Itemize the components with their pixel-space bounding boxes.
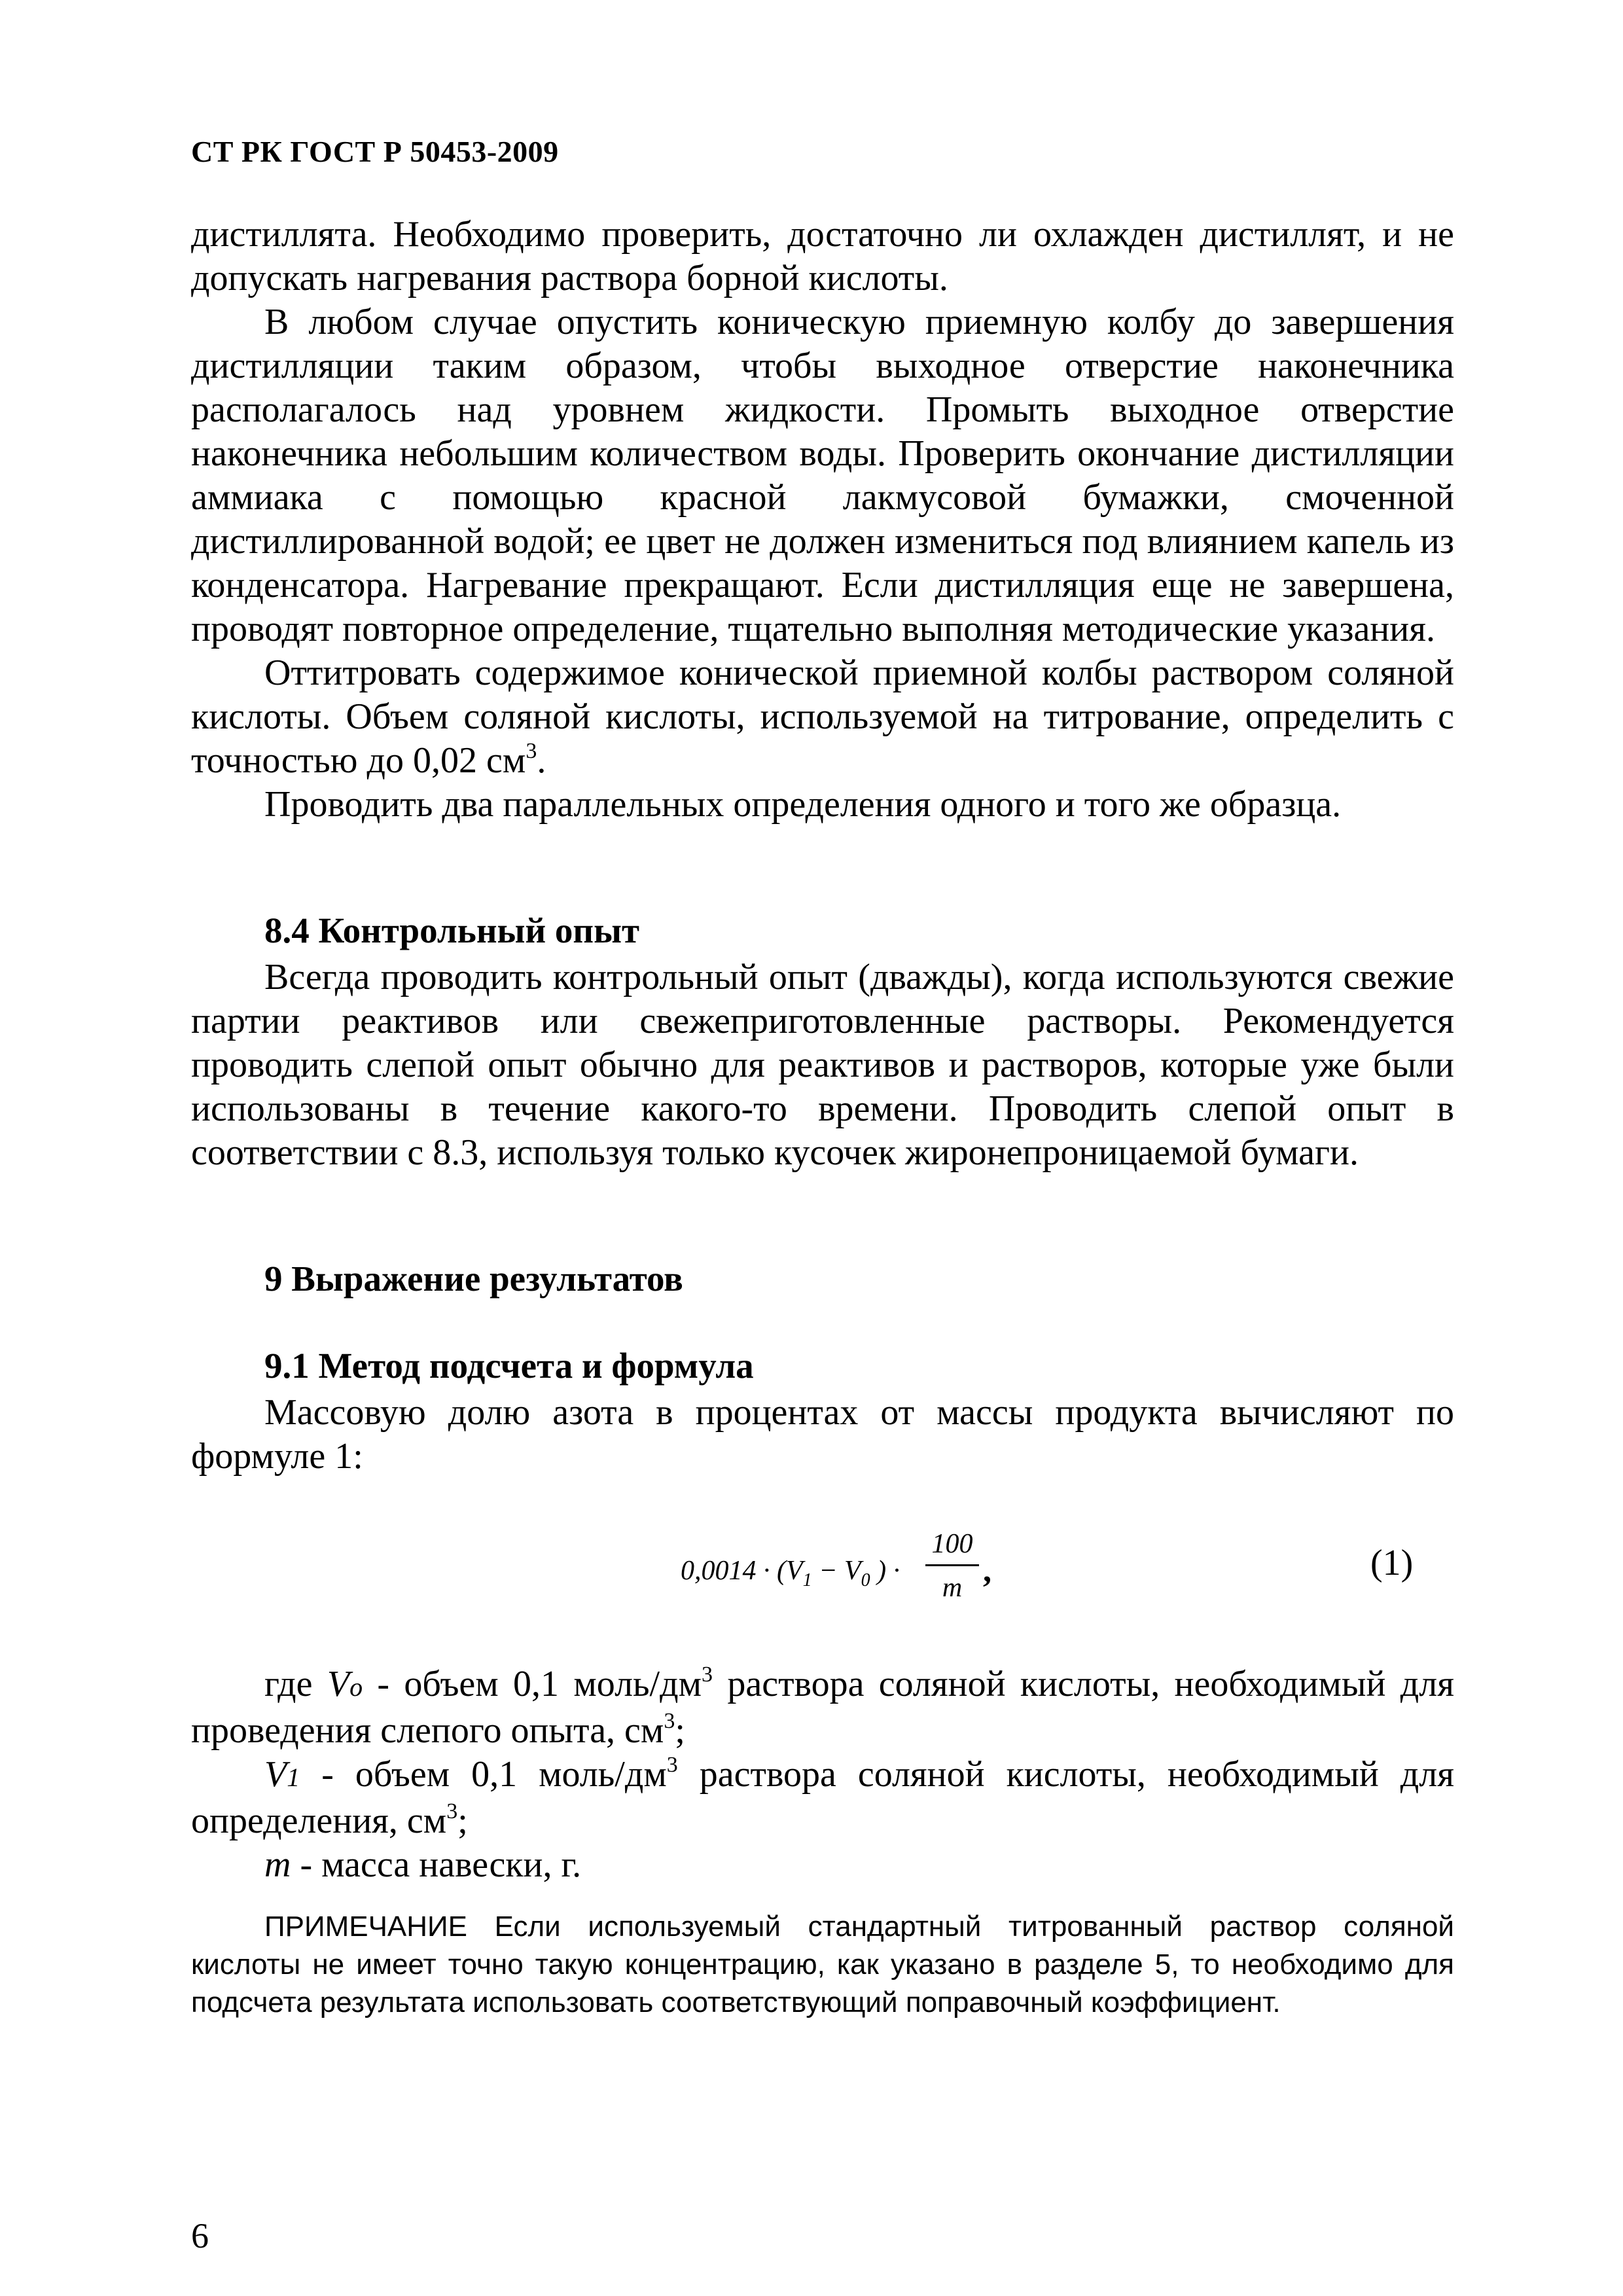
- formula: [681, 1525, 1034, 1617]
- formula-fraction: [923, 1525, 982, 1607]
- paragraph-parallel: Проводить два параллельных определения одного и того же образца.: [264, 784, 1342, 825]
- fraction-numerator: 100: [931, 1529, 973, 1559]
- paragraph-block-9-1: [191, 1391, 1454, 1479]
- paragraph-titration: [191, 651, 1454, 783]
- paragraph-block-1: [191, 213, 1454, 827]
- heading-9-1: 9.1 Метод подсчета и формула: [264, 1346, 754, 1386]
- titration-text: Оттитровать содержимое конической приемной колбы раствором соляной кислоты. Объем соляной кислоты, используемой на титрование, определить с точностью до 0,02 см: [191, 653, 1454, 781]
- equation-number: (1): [1370, 1543, 1414, 1583]
- document-header: СТ РК ГОСТ Р 50453-2009: [191, 135, 559, 168]
- paragraph-formula-intro: Массовую долю азота в процентах от массы продукта вычисляют по формуле 1:: [191, 1392, 1454, 1477]
- fraction-bar: [925, 1564, 979, 1566]
- paragraph-block-8-4: [191, 956, 1454, 1175]
- note: ПРИМЕЧАНИЕ Если используемый стандартный титрованный раствор соляной кислоты не имеет точно такую концентрацию, как указано в разделе 5, то необходимо для подсчета результата использовать соответствующий поправочный коэффициент.: [191, 1910, 1454, 2018]
- formula-expression: $0,0014 \cdot (V_1 - V_0$ ) ·: [681, 1556, 901, 1590]
- paragraph-distillate: дистиллята. Необходимо проверить, достаточно ли охлажден дистиллят, и не допускать нагревания раствора борной кислоты.: [191, 214, 1454, 298]
- definitions-block: [191, 1662, 1454, 1887]
- formula-comma: ,: [983, 1552, 991, 1589]
- fraction-denominator: m: [942, 1573, 963, 1603]
- paragraph-distillation-end: В любом случае опустить коническую приемную колбу до завершения дистилляции таким образом, чтобы выходное отверстие наконечника располагалось над уровнем жидкости. Промыть выходное отверстие наконечника небольшим количеством воды. Проверить окончание дистилляции аммиака с помощью красной лакмусовой бумажки, смоченной дистиллированной водой; ее цвет не должен измениться под влиянием капель из конденсатора. Нагревание прекращают. Если дистилляция еще не завершена, проводят повторное определение, тщательно выполняя методические указания.: [191, 302, 1454, 649]
- page-number: 6: [191, 2216, 209, 2255]
- definition-v0: где Vo - объем 0,1 моль/$дм^3$ раствора соляной кислоты, необходимый для проведения слепого опыта, $см^3$;: [191, 1662, 1454, 1751]
- titration-tail: .: [537, 740, 546, 781]
- definition-m: m - масса навески, г.: [264, 1844, 582, 1885]
- superscript: 3: [526, 739, 537, 763]
- definition-v1: V1 - объем 0,1 моль/$дм^3$ раствора соляной кислоты, необходимый для определения, $см^3$;: [191, 1753, 1454, 1841]
- heading-8-4: 8.4 Контрольный опыт: [264, 910, 640, 950]
- paragraph-control-test: Всегда проводить контрольный опыт (дважды), когда используются свежие партии реактивов или свежеприготовленные растворы. Рекомендуется проводить слепой опыт обычно для реактивов и растворов, которые уже были использованы в течение какого-то времени. Проводить слепой опыт в соответствии с 8.3, используя только кусочек жиронепроницаемой бумаги.: [191, 957, 1454, 1173]
- heading-9: 9 Выражение результатов: [264, 1259, 683, 1299]
